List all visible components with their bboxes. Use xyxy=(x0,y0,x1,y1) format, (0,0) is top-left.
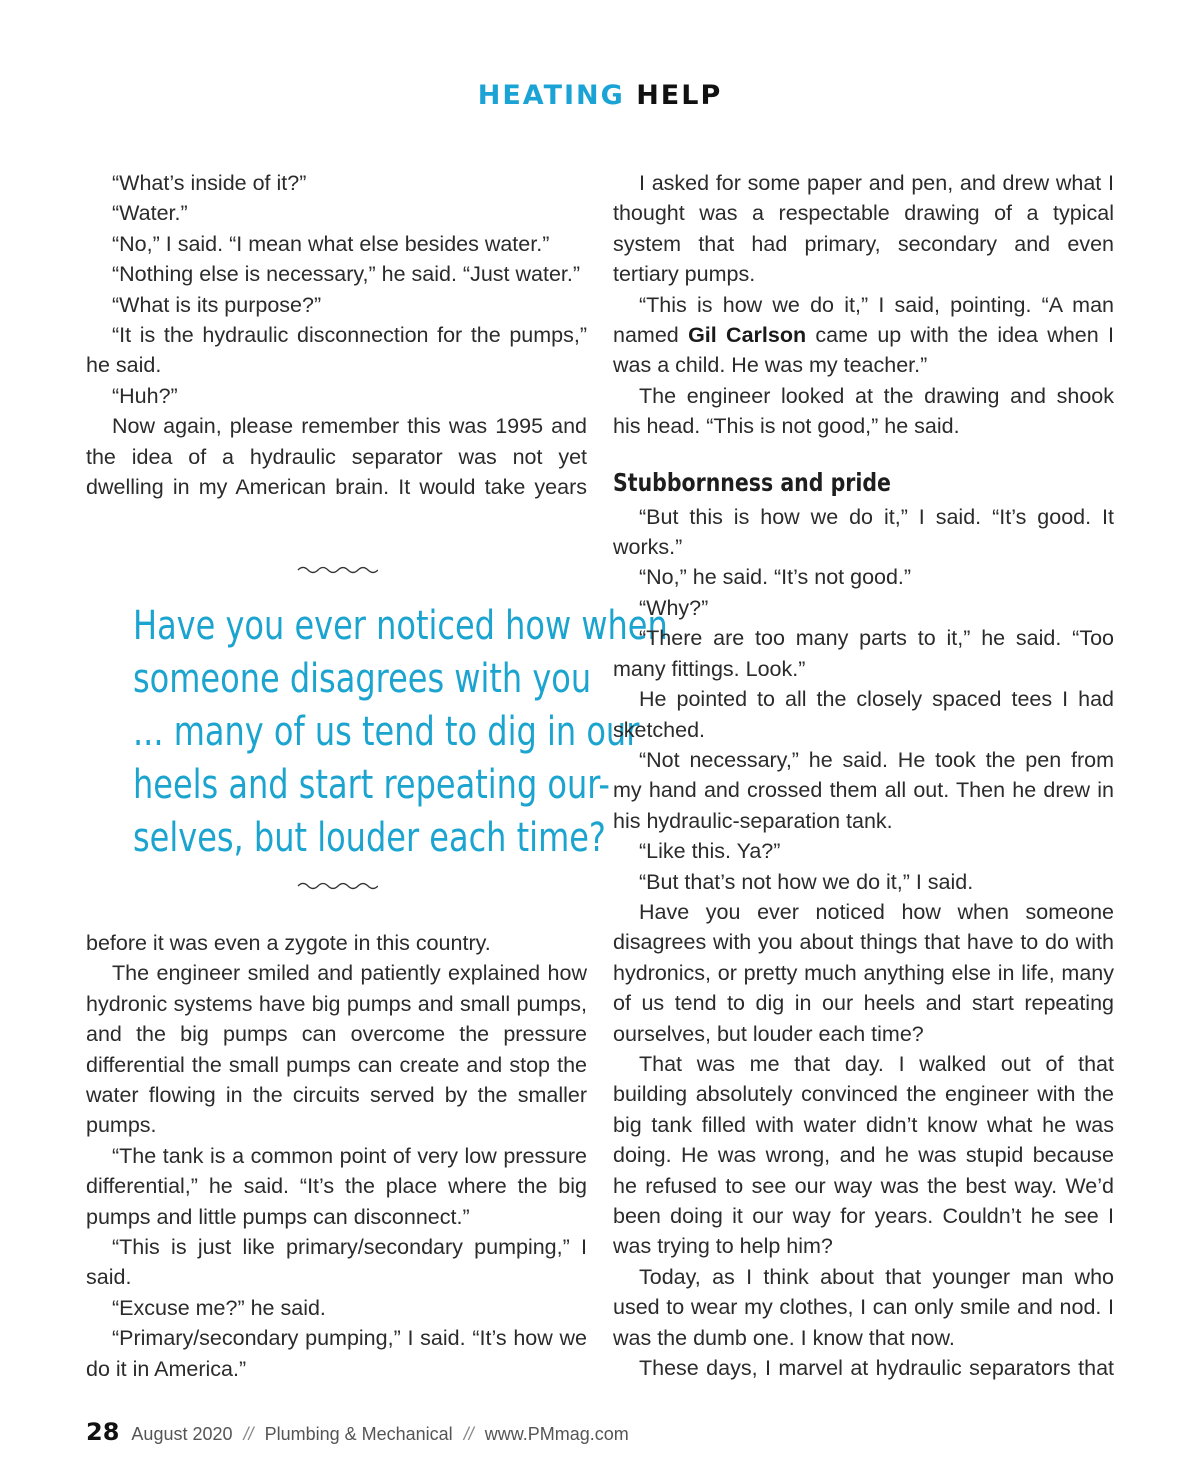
paragraph: “What is its purpose?” xyxy=(112,292,322,317)
paragraph: “Nothing else is necessary,” he said. “Just water.” xyxy=(112,262,581,287)
paragraph: “Huh?” xyxy=(112,383,178,408)
squiggle-divider-bottom xyxy=(296,880,378,892)
subheading: Stubbornness and pride xyxy=(613,467,891,497)
paragraph: He pointed to all the closely spaced tees I had sketched. xyxy=(613,687,1114,742)
paragraph: “Primary/secondary pumping,” I said. “It’s how we do it in America.” xyxy=(86,1326,587,1381)
page-number: 28 xyxy=(86,1418,120,1446)
left-column-top xyxy=(86,168,587,502)
left-column-bottom xyxy=(86,928,587,1384)
header-word-heating: HEATING xyxy=(477,80,625,111)
paragraph: The engineer smiled and patiently explained how hydronic systems have big pumps and small pumps, and the big pumps can overcome the pressure differential the small pumps can create and stop the water flowing in the circuits served by the smaller pumps. xyxy=(86,961,587,1138)
paragraph: “Water.” xyxy=(112,201,188,226)
squiggle-divider-top xyxy=(296,564,378,576)
pull-quote-line: Have you ever noticed how when xyxy=(133,603,668,649)
paragraph: “This is just like primary/secondary pumping,” I said. xyxy=(86,1235,587,1290)
paragraph: “It is the hydraulic disconnection for the pumps,” he said. xyxy=(86,323,587,378)
paragraph: “No,” I said. “I mean what else besides water.” xyxy=(112,231,550,256)
paragraph: “But that’s not how we do it,” I said. xyxy=(639,869,974,894)
footer-separator: // xyxy=(463,1424,474,1444)
pull-quote-line: someone disagrees with you xyxy=(133,656,592,702)
paragraph: “What’s inside of it?” xyxy=(112,171,307,195)
paragraph: “Excuse me?” he said. xyxy=(112,1295,326,1320)
pull-quote-line: selves, but louder each time? xyxy=(133,815,606,861)
section-header xyxy=(0,80,1200,111)
paragraph: “Why?” xyxy=(639,595,709,620)
right-column xyxy=(613,168,1114,1383)
paragraph: “There are too many parts to it,” he said. “Too many fittings. Look.” xyxy=(613,626,1114,681)
page-footer xyxy=(86,1418,629,1446)
issue-date: August 2020 xyxy=(131,1424,233,1444)
paragraph: “No,” he said. “It’s not good.” xyxy=(639,565,912,590)
paragraph: I asked for some paper and pen, and drew what I thought was a respectable drawing of a typical system that had primary, secondary and even tertiary pumps. xyxy=(613,171,1114,287)
pull-quote-line: heels and start repeating our- xyxy=(133,762,610,808)
paragraph: Have you ever noticed how when someone disagrees with you about things that have to do with hydronics, or pretty much anything else in life, many of us tend to dig in our heels and start repeating ourselves, but louder each time? xyxy=(613,899,1114,1046)
magazine-name: Plumbing & Mechanical xyxy=(264,1424,453,1444)
paragraph: That was me that day. I walked out of that building absolutely convinced the engineer with the big tank filled with water didn’t know what he was doing. He was wrong, and he was stupid because he refused to see our way was the best way. We’d been doing it our way for years. Couldn’t he see I was trying to help him? xyxy=(613,1051,1114,1259)
paragraph: “But this is how we do it,” I said. “It’s good. It works.” xyxy=(613,504,1114,560)
text-span: came up with the idea when I was a child. He was my teacher.” xyxy=(613,323,1114,378)
paragraph: The engineer looked at the drawing and shook his head. “This is not good,” he said. xyxy=(613,383,1114,439)
pull-quote-line: ... many of us tend to dig in our xyxy=(133,709,640,755)
paragraph: “Like this. Ya?” xyxy=(639,839,781,864)
paragraph: These days, I marvel at hydraulic separators that xyxy=(639,1356,1114,1381)
paragraph-gil-carlson xyxy=(613,290,1114,381)
paragraph: Today, as I think about that younger man who used to wear my clothes, I can only smile and nod. I was the dumb one. I know that now. xyxy=(613,1264,1114,1350)
header-word-help: HELP xyxy=(636,80,723,111)
person-name-bold: Gil Carlson xyxy=(688,323,807,348)
paragraph: “The tank is a common point of very low pressure differential,” he said. “It’s the place where the big pumps and little pumps can disconnect.” xyxy=(86,1143,587,1229)
paragraph: Now again, please remember this was 1995 and the idea of a hydraulic separator was not yet dwelling in my American brain. It would take years xyxy=(86,414,587,500)
pull-quote xyxy=(133,600,668,865)
paragraph: “Not necessary,” he said. He took the pen from my hand and crossed them all out. Then he drew in his hydraulic-separation tank. xyxy=(613,747,1114,833)
footer-separator: // xyxy=(243,1424,254,1444)
text-span: “This is how we do it,” I said, pointing. “A man named xyxy=(613,292,1114,348)
website-url[interactable]: www.PMmag.com xyxy=(484,1424,629,1444)
paragraph: before it was even a zygote in this country. xyxy=(86,931,491,955)
